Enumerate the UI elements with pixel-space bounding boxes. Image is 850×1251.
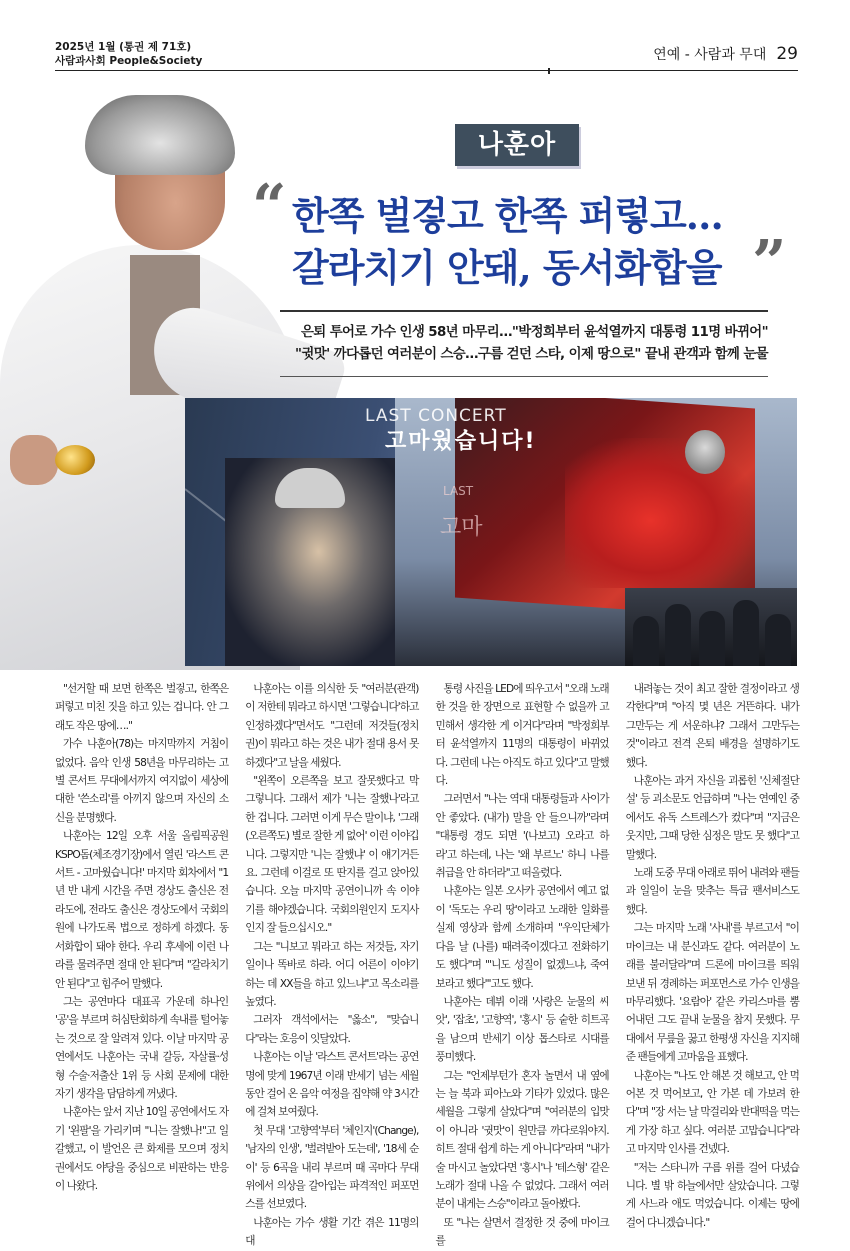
paragraph: 또 "나는 살면서 결정한 것 중에 마이크를 [435,1216,609,1248]
header-tick [548,68,550,74]
paragraph: 나훈아는 이날 '라스트 콘서트'라는 공연명에 맞게 1967년 이래 반세기 넘는 세월 동안 걸어 온 음악 여정을 집약해 약 3시간에 걸쳐 보여줬다. [245,1051,419,1119]
gold-microphone [55,445,95,475]
fist [10,435,58,485]
column-2 [245,680,418,1251]
paragraph: 나훈아는 앞서 지난 10일 공연에서도 자기 '왼팔'을 가리키며 "니는 잘했나!"고 일갈했고, 이 발언은 큰 화제를 모으며 정치권에서도 야당을 중심으로 비판하는 반응이 나왔다. [55,1106,229,1192]
banner-text-2: 고마웠습니다! [385,429,537,454]
headline-line-2: 갈라치기 안돼, 동서화합을 [292,245,722,290]
paragraph: 그러자 객석에서는 "옳소", "맞습니다"라는 호응이 잇달았다. [245,1014,419,1045]
subtitle [230,322,768,366]
column-4 [626,680,799,1251]
banner-text-3: LAST [443,484,474,498]
paragraph: 그는 공연마다 대표곡 가운데 하나인 '공'을 부르며 허심탄회하게 속내를 털어놓는 것으로 잘 알려져 있다. 이날 마지막 공연에서도 나훈아는 국내 갈등, 자살률·성형 수술·저출산 1위 등 사회 문제에 대한 자기 생각을 담담하게 꺼냈다. [55,995,229,1100]
paragraph: 통령 사진을 LED에 띄우고서 "오래 노래한 것을 한 장면으로 표현할 수 없을까 고민해서 생각한 게 이거다"라며 "박정희부터 윤석열까지 11명의 대통령이 바뀌었다. 그런데 나는 아직도 하고 있다"고 말했다. [435,683,609,788]
subtitle-line-2: "귓맛' 까다롭던 여러분이 스승…구름 걷던 스타, 이제 땅으로" 끝내 관객과 함께 눈물 [295,347,768,362]
header-left [55,40,202,68]
section-label: 연예 - 사람과 무대 [653,47,767,63]
banner-text-1: LAST CONCERT [365,406,507,426]
masthead: 사람과사회 People&Society [55,55,203,67]
paragraph: "저는 스타니까 구름 위를 걸어 다녔습니다. 별 밖 하늘에서만 살았습니다. 그렇게 사느라 애도 먹었습니다. 이제는 땅에 걸어 다니겠습니다." [625,1161,799,1229]
figure-head [685,430,725,474]
paragraph: 그러면서 "나는 역대 대통령들과 사이가 안 좋았다. (내가) 말을 안 들으니까"라며 "대통령 경도 되면 '(나보고) 오라고 하라'고 하는데, 나는 '왜 부르노' 하니 나를 취급을 안 하더라"고 떠올렸다. [435,793,609,880]
subtitle-rule-bottom [280,376,768,377]
article-body [55,680,799,1251]
paragraph: 그는 "언제부턴가 혼자 놀면서 내 옆에는 늘 북과 피아노와 기타가 있었다. 많은 세월을 그렇게 살았다"며 "여러분의 입맛이 아니라 '귓맛'이 원만큼 까다로워야지. 히트 절대 쉽게 하는 게 아니다"라며 "내가 술 마시고 놀았다면 '홍시'나 '테스형' 같은 노래가 절대 나올 수 없었다. 그래서 여러분이 내게는 스승"이라고 돌아봤다. [435,1069,609,1211]
name-badge: 나훈아 [455,124,579,166]
subtitle-rule-top [280,310,768,312]
paragraph: 그는 "니보고 뭐라고 하는 저것들, 자기 일이나 똑바로 하라. 어디 어른이 이야기하는 데 XX들을 하고 있느냐"고 목소리를 높였다. [245,940,419,1008]
headline [292,190,762,294]
paragraph: 가수 나훈아(78)는 마지막까지 거침이 없었다. 음악 인생 58년을 마무리하는 고별 콘서트 무대에서까지 여지없이 세상에 대한 '쓴소리'를 아끼지 않으며 자신의 소신을 분명했다. [55,738,229,824]
paragraph: 노래 도중 무대 아래로 뛰어 내려와 팬들과 일일이 눈을 맞추는 특급 팬서비스도 했다. [625,867,799,916]
paragraph: 그는 마지막 노래 '사내'를 부르고서 "이 마이크는 내 분신과도 같다. 여러분이 노래를 불러달라"며 드론에 마이크를 띄워 보낸 뒤 경례하는 퍼포먼스로 가수 인생을 마무리했다. '요람아' 같은 카리스마를 뿜어내던 그도 끝내 눈물을 참지 못했다. 무대에서 무릎을 꿇고 한평생 자신을 지지해 준 팬들에게 고마움을 표했다. [625,922,799,1064]
paragraph: "선거할 때 보면 한쪽은 벌겋고, 한쪽은 퍼렇고 미친 짓을 하고 있는 겁니다. 안 그래도 작은 땅에…." [55,683,229,732]
paragraph: 나훈아는 12일 오후 서울 올림픽공원 KSPO돔(체조경기장)에서 열린 '라스트 콘서트 - 고마웠습니다!' 마지막 회차에서 "1년 반 내게 시간을 주면 경상도 출신은 전라도에, 전라도 출신은 경상도에서 국회의원에 나가도록 법으로 정하게 하겠다. 동서화합이 돼야 한다. 우리 후세에 이런 나라를 물려주면 절대 안 된다"며 "갈라치기 안 된다"고 힘주어 말했다. [55,830,229,990]
paragraph: 나훈아는 이를 의식한 듯 "여러분(관객)이 저한테 뭐라고 하시면 '그렇습니다'하고 인정하겠다"면서도 "그런데 저것들(정치권)이 뭐라고 하는 것은 내가 절대 용서 못 하겠다"고 날을 세웠다. [245,683,419,769]
paragraph: 나훈아는 일본 오사카 공연에서 예고 없이 '독도는 우리 땅'이라고 노래한 일화를 실제 영상과 함께 소개하며 "우익단체가 다음 날 (나를) 때려죽이겠다고 전화하기도 했다"며 "'니도 성질이 없겠느냐, 죽여보라고 했다'"고도 했다. [435,885,609,990]
silver-hair [85,95,235,175]
concert-photo-collage [185,398,797,666]
issue-label: 2025년 1월 (통권 제 71호) [55,41,192,53]
headline-line-1: 한쪽 벌겋고 한쪽 퍼렇고… [292,193,723,238]
paragraph: 첫 무대 '고향역'부터 '체인지'(Change), '남자의 인생', '벌려받아 도는데', '18세 순이' 등 6곡을 내리 부르며 때 곡마다 무대 위에서 의상을 갈아입는 파격적인 퍼포먼스를 선보였다. [245,1124,419,1211]
subtitle-line-1: 은퇴 투어로 가수 인생 58년 마무리…"박정희부터 윤석열까지 대통령 11명 바뀌어" [300,325,768,340]
paragraph: 나훈아는 데뷔 이래 '사랑은 눈물의 씨앗', '잡초', '고향역', '홍시' 등 숱한 히트곡을 남으며 반세기 이상 톱스타로 시대를 풍미했다. [435,995,609,1064]
column-1 [55,680,228,1251]
page-number: 29 [776,44,798,64]
paragraph: "왼쪽이 오른쪽을 보고 잘못했다고 막 그렇니다. 그래서 제가 '니는 잘했나'라고 한 겁니다. 그러면 이게 무슨 말이냐, '그래 (오른쪽도) 별로 잘한 게 없어' 이런 이야깁니다. 그렇지만 '니는 잘했냐' 이 얘기거든요. 그런데 이걸로 또 딴지를 걸고 앉아있습니다. 오늘 마지막 공연이니까 속 이야기를 해야겠습니다. 국회의원인지 도지사인지 잘 들으십시오." [245,775,419,935]
quote-open-icon: “ [252,172,287,242]
quote-close-icon: ” [752,228,787,298]
header-right [653,44,798,64]
header-rule [55,70,798,71]
paragraph: 나훈아는 가수 생활 기간 겪은 11명의 대 [245,1216,419,1248]
red-robe-figure [565,438,755,588]
banner-text-4: 고마 [440,515,483,540]
paragraph: 내려놓는 것이 최고 잘한 결정이라고 생각한다"며 "아직 몇 년은 거뜬하다. 내가 그만두는 게 서운하냐? 그래서 그만두는 것"이라고 전격 은퇴 배경을 설명하기도 했다. [625,683,799,769]
crowd [625,588,797,666]
column-3 [436,680,609,1251]
paragraph: 나훈아는 과거 자신을 괴롭힌 '신체절단설' 등 괴소문도 언급하며 "나는 연예인 중에서도 유독 스트레스가 컸다"며 "지금은 웃지만, 그때 당한 심정은 말도 못 했다"고 말했다. [625,775,799,861]
paragraph: 나훈아는 "나도 안 해본 것 해보고, 안 먹어본 것 먹어보고, 안 가본 데 가보려 한다"며 "장 서는 날 막걸리와 반대떡을 먹는 게 가장 하고 싶다. 여러분 고맙습니다"라고 마지막 인사를 건넸다. [625,1069,799,1156]
